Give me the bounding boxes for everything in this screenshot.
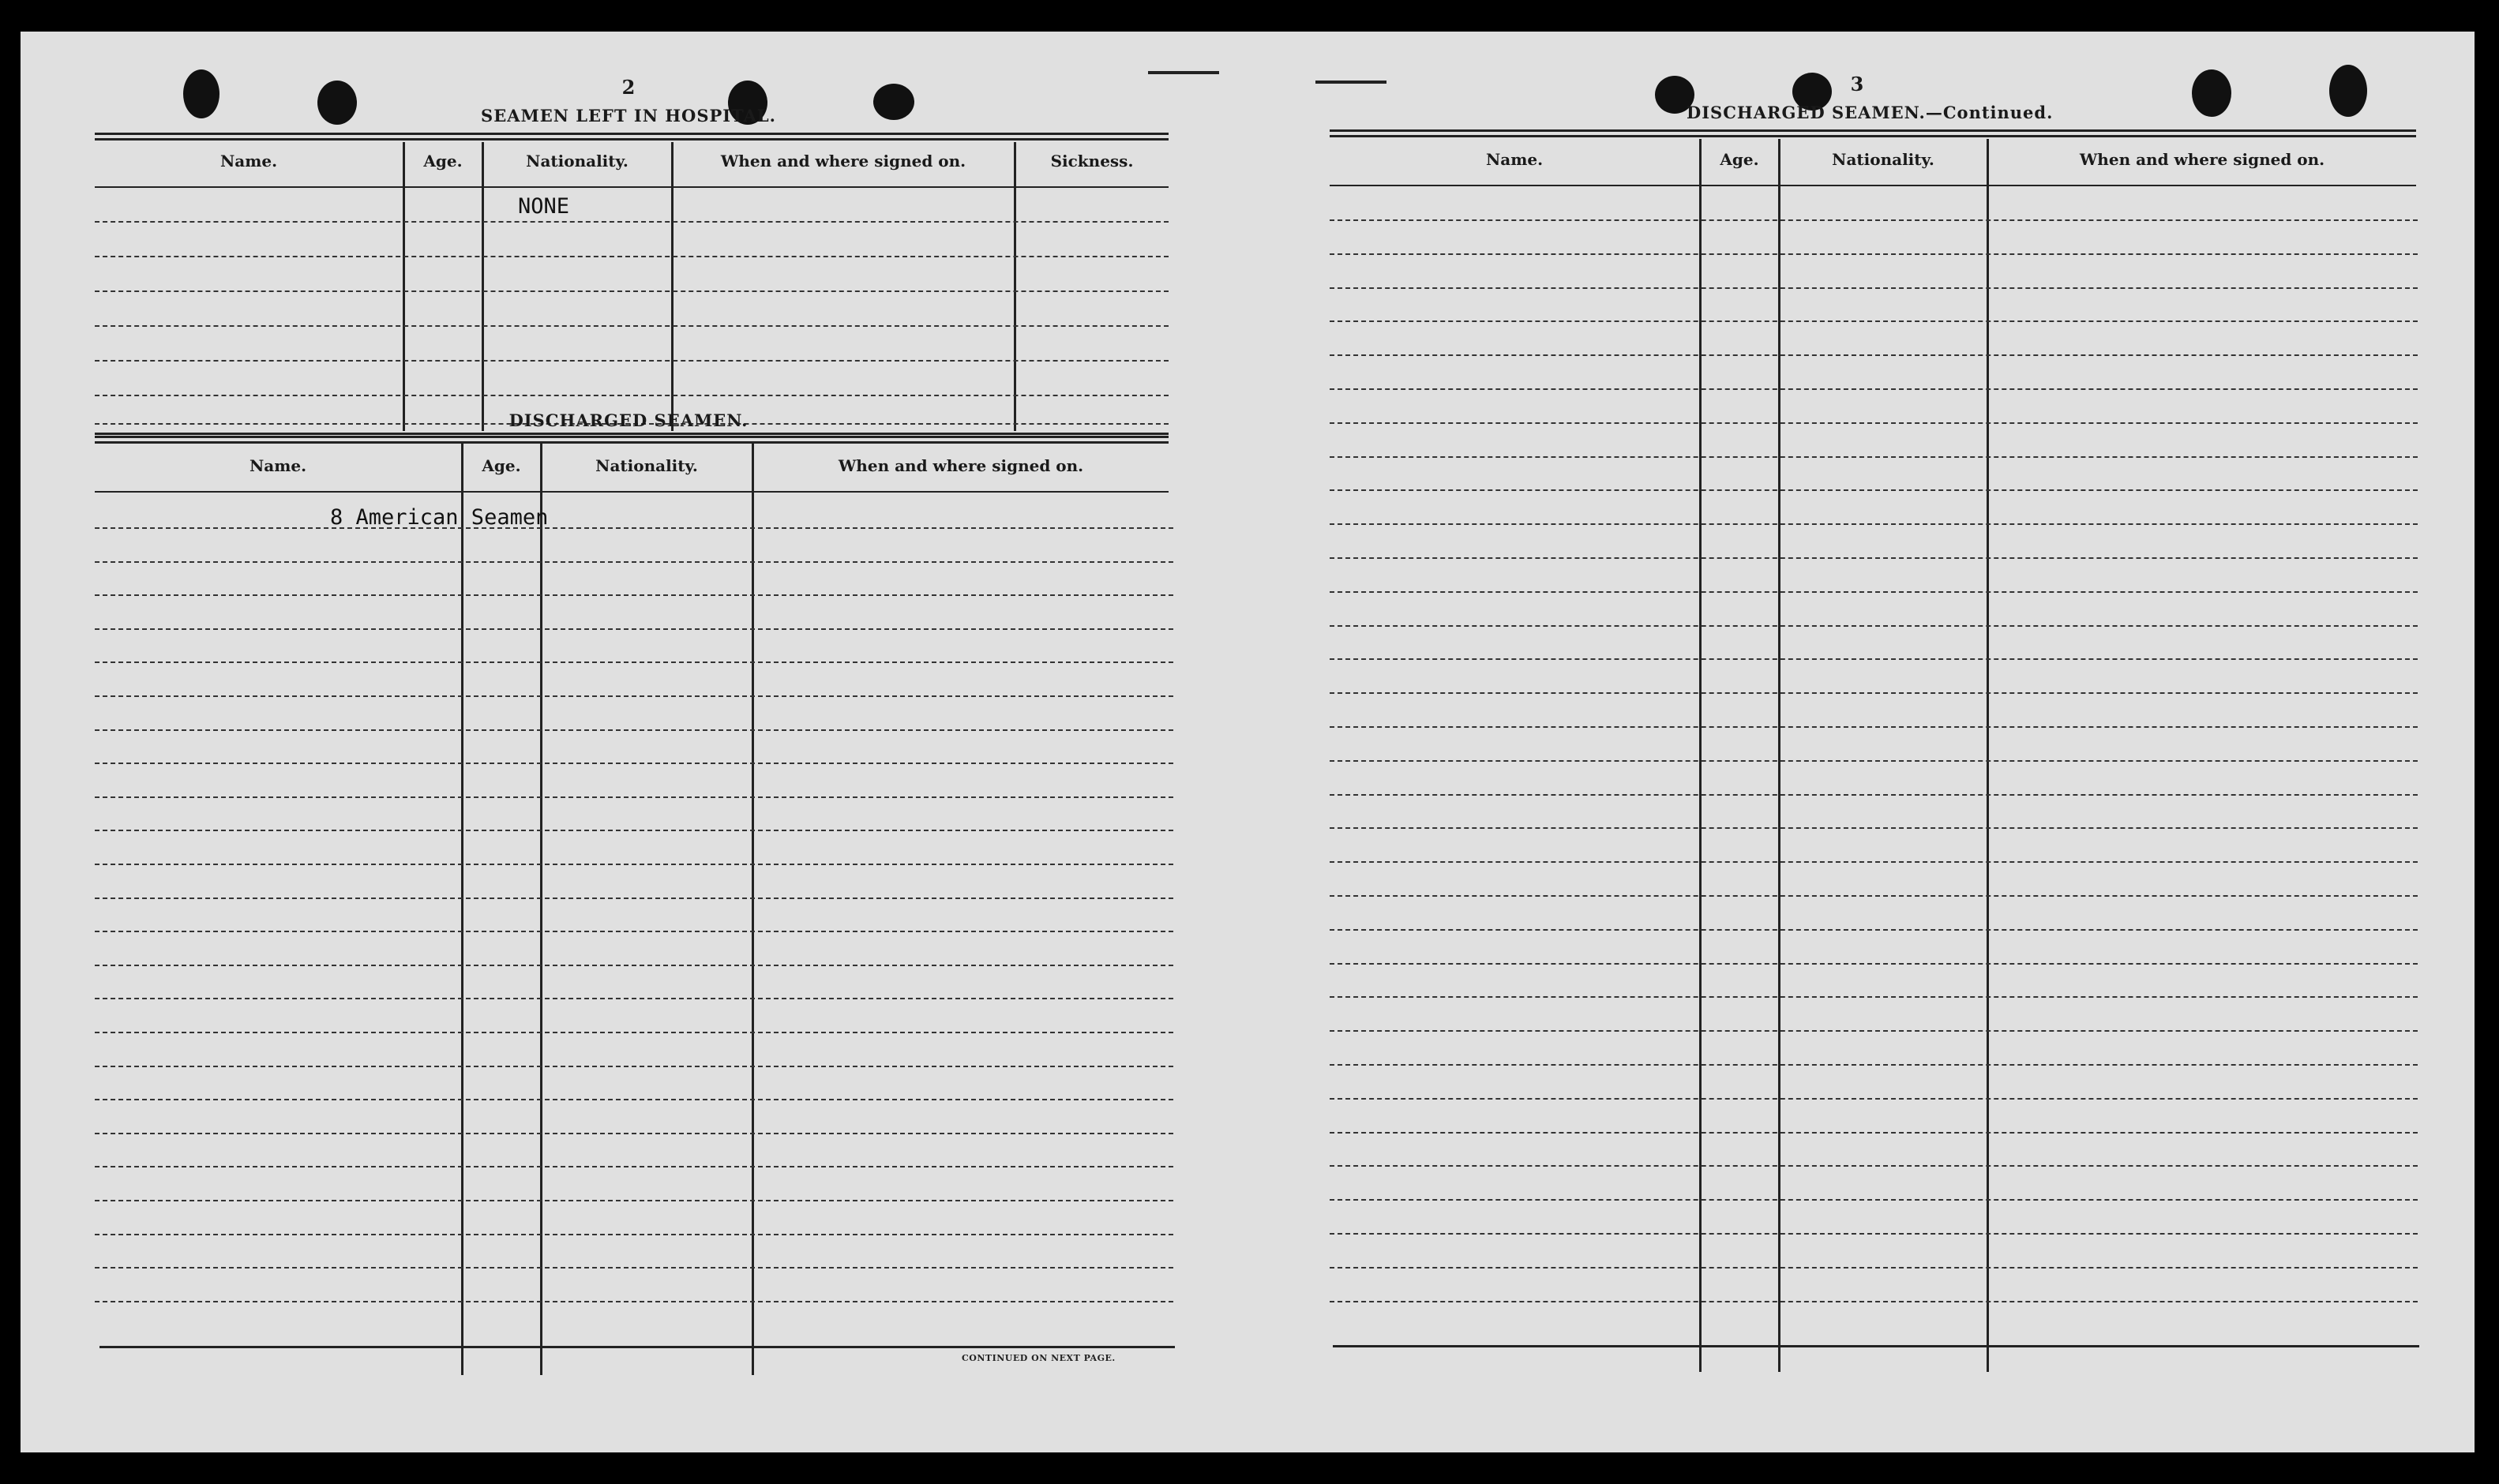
discharged-col-age: Age. <box>482 456 521 475</box>
hospital-row-line <box>95 290 1169 292</box>
ruled-row-line <box>1330 354 2418 356</box>
ruled-row-line <box>1330 1301 2418 1302</box>
discharged-table-top-rule <box>95 436 1169 444</box>
right-col-nationality: Nationality. <box>1832 150 1934 169</box>
discharged-col-name: Name. <box>249 456 307 475</box>
ruled-row-line <box>1330 1267 2418 1269</box>
right-col-divider <box>1699 139 1702 1372</box>
ruled-row-line <box>95 628 1173 630</box>
ruled-row-line <box>95 1099 1173 1100</box>
ruled-row-line <box>1330 320 2418 322</box>
ruled-row-line <box>95 898 1173 899</box>
ruled-row-line <box>1330 1064 2418 1066</box>
hospital-table-top-rule <box>95 133 1169 141</box>
ruled-row-line <box>1330 1030 2418 1032</box>
ruled-row-line <box>1330 1132 2418 1134</box>
ruled-row-line <box>1330 1233 2418 1235</box>
hospital-section-title: SEAMEN LEFT IN HOSPITAL. <box>481 106 776 126</box>
page-number: 3 <box>1850 73 1864 96</box>
ruled-row-line <box>95 1032 1173 1033</box>
ruled-row-line <box>1330 219 2418 221</box>
right-col-age: Age. <box>1720 150 1759 169</box>
hospital-col-divider <box>482 142 484 431</box>
ruled-row-line <box>95 998 1173 999</box>
discharged-col-divider <box>461 442 463 1375</box>
ruled-row-line <box>95 1166 1173 1167</box>
ruled-row-line <box>1330 996 2418 998</box>
discharged-title-rule <box>95 433 1169 435</box>
ruled-row-line <box>1330 557 2418 559</box>
ruled-row-line <box>95 965 1173 966</box>
ruled-row-line <box>1330 794 2418 796</box>
ruled-row-line <box>1330 253 2418 255</box>
hospital-entry-nationality: NONE <box>518 194 570 219</box>
ruled-row-line <box>1330 1098 2418 1100</box>
ruled-row-line <box>95 763 1173 764</box>
binding-mark <box>1148 71 1219 74</box>
right-col-name: Name. <box>1485 150 1544 169</box>
hospital-row-line <box>95 360 1169 362</box>
hospital-col-divider <box>403 142 405 431</box>
ruled-row-line <box>95 1234 1173 1235</box>
ruled-row-line <box>95 864 1173 865</box>
ruled-row-line <box>1330 625 2418 627</box>
right-table-top-rule <box>1330 129 2416 137</box>
ruled-row-line <box>1330 1199 2418 1201</box>
ruled-row-line <box>1330 489 2418 491</box>
discharged-section-title: DISCHARGED SEAMEN. <box>508 410 749 430</box>
hospital-col-signed-on: When and where signed on. <box>720 152 966 171</box>
ruled-row-line <box>1330 287 2418 289</box>
page-number: 2 <box>621 76 636 99</box>
punch-hole <box>183 69 220 118</box>
ruled-row-line <box>1330 388 2418 390</box>
ruled-row-line <box>1330 726 2418 728</box>
discharged-col-nationality: Nationality. <box>595 456 698 475</box>
hospital-row-line <box>95 256 1169 257</box>
ruled-row-line <box>1330 523 2418 525</box>
ruled-row-line <box>1330 658 2418 660</box>
ruled-row-line <box>95 561 1173 563</box>
ruled-row-line <box>1330 963 2418 965</box>
ruled-row-line <box>1330 827 2418 829</box>
discharged-col-signed-on: When and where signed on. <box>838 456 1084 475</box>
ruled-row-line <box>95 1200 1173 1201</box>
hospital-col-age: Age. <box>423 152 463 171</box>
ruled-row-line <box>1330 591 2418 593</box>
continued-footer: CONTINUED ON NEXT PAGE. <box>962 1353 1116 1363</box>
ruled-row-line <box>95 830 1173 831</box>
ruled-row-line <box>1330 456 2418 458</box>
punch-hole <box>873 84 914 120</box>
discharged-continued-title: DISCHARGED SEAMEN.—Continued. <box>1687 103 2054 122</box>
discharged-header-rule <box>95 491 1169 493</box>
hospital-row-line <box>95 325 1169 327</box>
ruled-row-line <box>1330 692 2418 694</box>
ruled-row-line <box>95 1133 1173 1134</box>
hospital-header-rule <box>95 186 1169 188</box>
right-page-bottom-rule <box>1333 1345 2419 1347</box>
ruled-row-line <box>95 1066 1173 1067</box>
hospital-col-divider <box>1014 142 1016 431</box>
discharged-col-divider <box>752 442 754 1375</box>
ruled-row-line <box>95 527 1173 529</box>
ruled-row-line <box>95 1267 1173 1269</box>
ruled-row-line <box>95 796 1173 798</box>
punch-hole <box>2329 65 2367 117</box>
ruled-row-line <box>1330 895 2418 897</box>
ruled-row-line <box>95 931 1173 932</box>
discharged-entry-name: 8 American Seamen <box>330 505 549 530</box>
ruled-row-line <box>95 729 1173 731</box>
discharged-col-divider <box>540 442 542 1375</box>
hospital-col-name: Name. <box>220 152 278 171</box>
right-col-divider <box>1987 139 1989 1372</box>
hospital-col-sickness: Sickness. <box>1050 152 1134 171</box>
punch-hole <box>2192 69 2231 117</box>
ruled-row-line <box>1330 929 2418 931</box>
ruled-row-line <box>1330 422 2418 424</box>
ruled-row-line <box>95 594 1173 596</box>
right-header-rule <box>1330 185 2416 186</box>
hospital-row-line <box>95 395 1169 396</box>
punch-hole <box>317 81 357 125</box>
ruled-row-line <box>1330 861 2418 863</box>
hospital-col-divider <box>671 142 674 431</box>
ruled-row-line <box>95 661 1173 663</box>
ruled-row-line <box>1330 1165 2418 1167</box>
hospital-row-line <box>95 221 1169 223</box>
binding-mark <box>1315 81 1386 84</box>
right-col-divider <box>1778 139 1780 1372</box>
ruled-row-line <box>1330 760 2418 762</box>
hospital-col-nationality: Nationality. <box>526 152 629 171</box>
right-col-signed-on: When and where signed on. <box>2079 150 2325 169</box>
left-page-bottom-rule <box>99 1346 1175 1348</box>
ruled-row-line <box>95 695 1173 697</box>
document-sheet <box>21 32 2475 1452</box>
ruled-row-line <box>95 1301 1173 1302</box>
